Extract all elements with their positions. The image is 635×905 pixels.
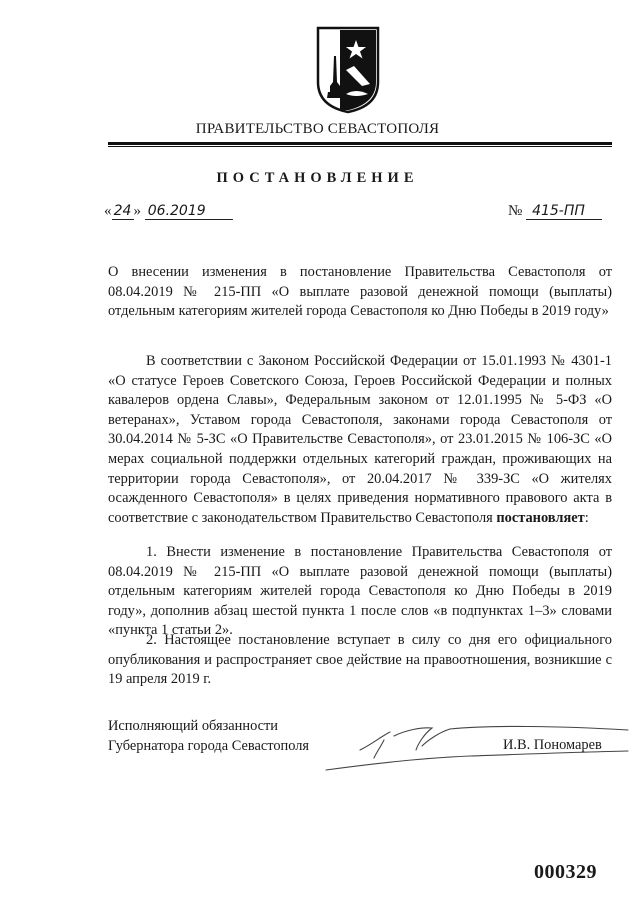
decree-item-2: 2. Настоящее постановление вступает в силу со дня его официального опубликования и распространяет свое действие на правоотношения, возникшие с 19 апреля 2019 г. xyxy=(108,632,612,688)
decree-item-1: 1. Внести изменение в постановление Правительства Севастополя от 08.04.2019 № 215-ПП «О выплате разовой денежной помощи (выплаты) отдельным категориям жителей города Севастополя ко Дню Победы в 2019 году», дополнив абзац шестой пункта 1 после слов «в подпунктах 1–3» словами «пункта 1 статьи 2». xyxy=(108,544,612,639)
header-divider-thin xyxy=(108,146,612,147)
decree-word: постановляет xyxy=(496,509,585,526)
signer-name: И.В. Пономарев xyxy=(503,737,602,753)
date-close-quote: » xyxy=(133,203,141,219)
signer-position-line1: Исполняющий обязанности xyxy=(108,718,279,734)
document-subject: О внесении изменения в постановление Правительства Севастополя от 08.04.2019 № 215-ПП «О выплате разовой денежной помощи (выплаты) отдельным категориям жителей города Севастополя ко Дню Победы в 2019 году» xyxy=(108,264,612,320)
preamble-colon: : xyxy=(584,509,589,526)
preamble-paragraph xyxy=(108,352,612,528)
document-date xyxy=(104,203,233,220)
date-open-quote: « xyxy=(104,203,112,219)
date-month-year: 06.2019 xyxy=(145,203,233,220)
number-prefix: № xyxy=(508,203,523,219)
date-day: 24 xyxy=(112,203,134,220)
preamble-text: В соответствии с Законом Российской Федерации от 15.01.1993 № 4301-1 «О статусе Героев Советского Союза, Героев Российской Федерации и полных кавалеров ордена Славы», Федеральным законом от 12.01.1995 № 5-ФЗ «О ветеранах», Уставом города Севастополя, законами города Севастополя от 30.04.2014 № 5-ЗС «О Правительстве Севастополя», от 23.01.2015 № 106-ЗС «О мерах социальной поддержки отдельных категорий граждан, проживающих на территории города Севастополя», от 20.04.2017 № 339-ЗС «О жителях осажденного Севастополя» в целях приведения нормативного правового акта в соответствие с законодательством Правительство Севастополя xyxy=(108,353,612,526)
coat-of-arms-emblem xyxy=(316,26,380,114)
document-type: ПОСТАНОВЛЕНИЕ xyxy=(216,170,419,186)
document-number xyxy=(508,203,602,220)
signer-position-line2: Губернатора города Севастополя xyxy=(108,737,310,754)
header-divider-thick xyxy=(108,142,612,145)
signer-position xyxy=(108,717,309,756)
number-value: 415-ПП xyxy=(526,203,602,220)
government-name: ПРАВИТЕЛЬСТВО СЕВАСТОПОЛЯ xyxy=(195,121,440,137)
serial-number: 000329 xyxy=(534,861,597,883)
